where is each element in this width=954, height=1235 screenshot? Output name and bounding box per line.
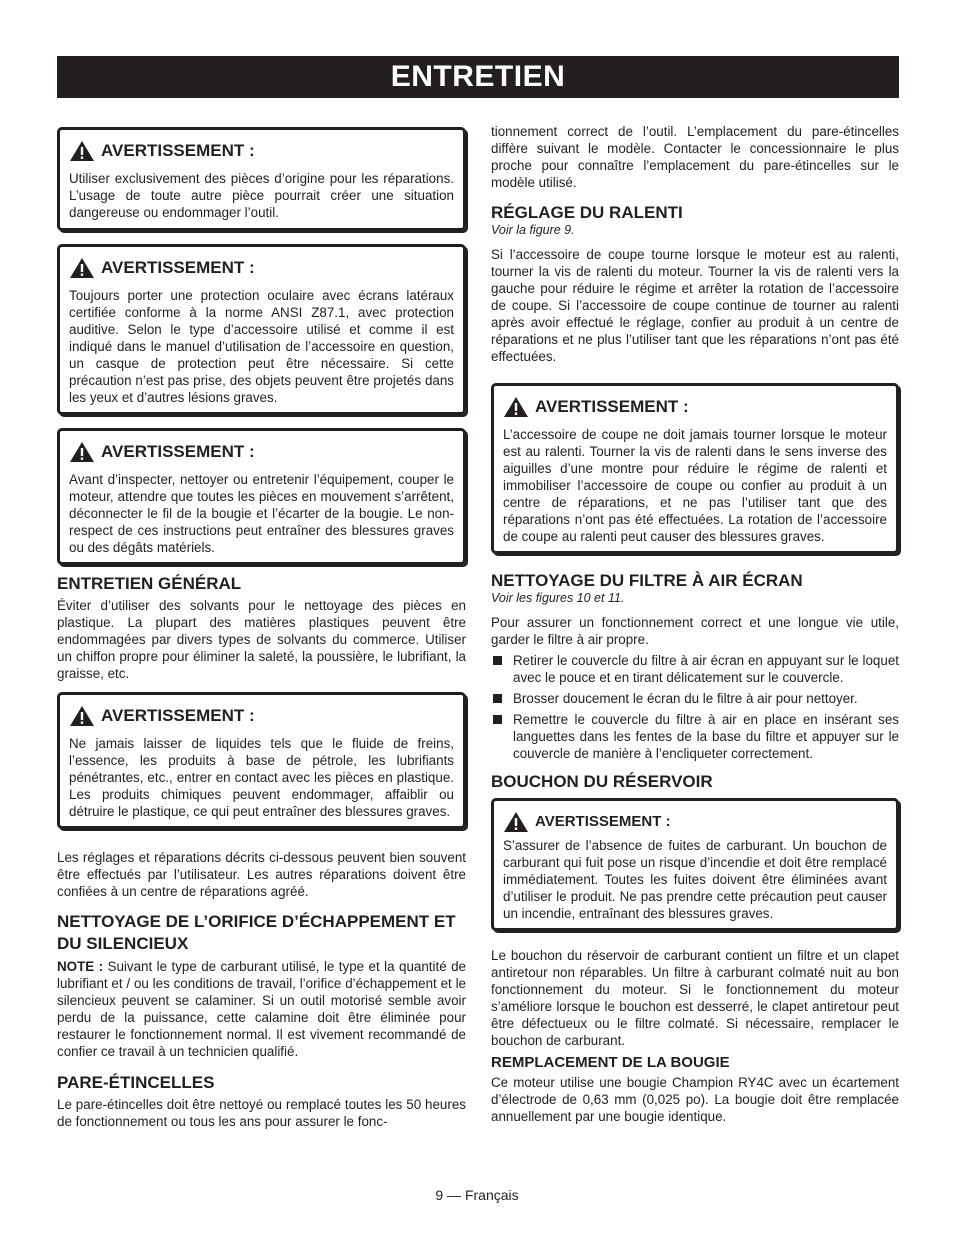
warning-triangle-icon [69, 140, 95, 162]
section-heading-air-filter: NETTOYAGE DU FILTRE À AIR ÉCRAN [491, 571, 803, 590]
section-heading-general: ENTRETIEN GÉNÉRAL [57, 574, 242, 593]
general-maintenance-text: Éviter d’utiliser des solvants pour le nettoyage des pièces en plastique. La plupart des matières plastiques peuvent être endommagées par divers types de solvants du commerce. Utiliser un chiffon propre pour éliminer la saleté, la poussière, le lubrifiant, la graisse, etc. [57, 598, 466, 681]
page-footer: 9 — Français [435, 1187, 519, 1203]
warning-text: S’assurer de l’absence de fuites de carburant. Un bouchon de carburant qui fuit pose un risque d’incendie et doit être remplacé immédiatement. Toutes les fuites doivent être éliminées avant d’utiliser le produit. Ne pas prendre cette précaution peut causer un incendie, entraînant des blessures graves. [503, 838, 887, 921]
figure-reference: Voir la figure 9. [491, 223, 575, 237]
list-item [491, 652, 899, 686]
right-column [491, 123, 899, 1125]
list-item-text: Retirer le couvercle du filtre à air écran en appuyant sur le loquet avec le pouce et en tirant délicatement sur le couvercle. [513, 653, 899, 685]
warning-text: Utiliser exclusivement des pièces d’origine pour les réparations. L’usage de toute autre pièce pourrait créer une situation dangereuse ou endommager l’outil. [69, 171, 454, 220]
section-heading-fuel-cap: BOUCHON DU RÉSERVOIR [491, 772, 713, 791]
warning-title: AVERTISSEMENT : [101, 258, 255, 277]
exhaust-note-body: Suivant le type de carburant utilisé, le type et la quantité de lubrifiant et / ou les conditions de travail, l’orifice d’échappement et le silencieux peuvent se calaminer. Si un outil motorisé semble avoir perdu de la puissance, cette calamine doit être éliminée pour restaurer le fonctionnement normal. Il est vivement recommandé de confier ce travail à un technicien qualifié. [57, 959, 466, 1059]
section-heading-spark-plug: REMPLACEMENT DE LA BOUGIE [491, 1054, 730, 1071]
air-filter-steps [491, 652, 899, 762]
warning-text: Avant d’inspecter, nettoyer ou entretenir l’équipement, couper le moteur, attendre que toutes les pièces en mouvement s’arrêtent, déconnecter le fil de la bougie et l’écarter de la bougie. Le non-respect de ces instructions peut entraîner des blessures graves ou des dégâts matériels. [69, 472, 454, 555]
adjustments-text: Les réglages et réparations décrits ci-dessous peuvent bien souvent être effectués par l’utilisateur. Les autres réparations doivent être confiées à un centre de réparations agréé. [57, 850, 466, 899]
warning-title: AVERTISSEMENT : [101, 442, 255, 461]
warning-title: AVERTISSEMENT : [101, 141, 255, 160]
warning-triangle-icon [69, 705, 95, 727]
section-heading-spark-arrestor: PARE-ÉTINCELLES [57, 1073, 215, 1092]
spark-plug-text: Ce moteur utilise une bougie Champion RY4C avec un écartement d’électrode de 0,63 mm (0,025 po). La bougie doit être remplacée annuellement par une bougie identique. [491, 1075, 899, 1124]
warning-text: L’accessoire de coupe ne doit jamais tourner lorsque le moteur est au ralenti. Tourner la vis de ralenti dans le sens inverse des aiguilles d’une montre pour réduire le régime de ralenti et immobiliser l’accessoire de coupe ou confier au produit à un centre de réparations, et ne pas l’utiliser tant que des réparations n’ont pas été effectuées. La rotation de l’accessoire de coupe au ralenti peut causer des blessures graves. [503, 427, 887, 544]
warning-triangle-icon [503, 811, 529, 833]
spark-arrestor-text: Le pare-étincelles doit être nettoyé ou remplacé toutes les 50 heures de fonctionnement ou tous les ans pour assurer le fonc- [57, 1097, 466, 1129]
warning-text: Toujours porter une protection oculaire avec écrans latéraux certifiée conforme à la norme ANSI Z87.1, avec protection auditive. Selon le type d’accessoire utilisé et comme il est indiqué dans le manuel d’utilisation de l’accessoire en question, un casque de protection peut être nécessaire. Si cette précaution n’est pas prise, des objets peuvent être projetés dans les yeux et d’autres lésions graves. [69, 288, 454, 405]
spark-arrestor-continued: tionnement correct de l’outil. L’emplacement du pare-étincelles diffère suivant le modèle. Contacter le concessionnaire le plus proche pour connaître l’emplacement du pare-étincelles sur le modèle utilisé. [491, 124, 899, 190]
list-item [491, 711, 899, 762]
fuel-cap-text: Le bouchon du réservoir de carburant contient un filtre et un clapet antiretour non réparables. Un filtre à carburant colmaté nuit au bon fonctionnement du moteur. Si le fonctionnement du moteur s’améliore lorsque le bouchon est desserré, le clapet antiretour peut être défectueux ou le filtre colmaté. Si nécessaire, remplacer le bouchon de carburant. [491, 948, 899, 1048]
warning-box-eye-protection [57, 244, 466, 415]
warning-box-idle [491, 383, 899, 554]
bullet-square-icon [493, 694, 502, 703]
warning-title: AVERTISSEMENT : [101, 706, 255, 725]
warning-triangle-icon [503, 396, 529, 418]
warning-box-fuel-leak [491, 798, 899, 931]
warning-triangle-icon [69, 257, 95, 279]
idle-text: Si l’accessoire de coupe tourne lorsque le moteur est au ralenti, tourner la vis de ralenti du moteur. Tourner la vis de ralenti vers la gauche pour réduire le régime et arrêter la rotation de l’accessoire de coupe. Si l’accessoire de coupe continue de tourner au ralenti après avoir effectué le réglage, confier au produit à un centre de réparations et ne plus l’utiliser tant que les réparations n’ont pas été effectuées. [491, 247, 899, 364]
warning-triangle-icon [69, 441, 95, 463]
warning-title: AVERTISSEMENT : [535, 813, 671, 830]
air-filter-text: Pour assurer un fonctionnement correct et une longue vie utile, garder le filtre à air propre. [491, 615, 899, 647]
section-heading-idle: RÉGLAGE DU RALENTI [491, 203, 683, 222]
list-item-text: Remettre le couvercle du filtre à air en place en insérant ses languettes dans les fentes de la base du filtre et appuyer sur le couvercle de manière à l’encliqueter correctement. [513, 712, 899, 761]
exhaust-text [57, 958, 466, 1060]
bullet-square-icon [493, 656, 502, 665]
warning-box-liquids [57, 692, 466, 829]
warning-title: AVERTISSEMENT : [535, 397, 689, 416]
note-label: NOTE : [57, 959, 104, 974]
page-title: ENTRETIEN [57, 56, 899, 98]
warning-box-engine-off [57, 428, 466, 565]
bullet-square-icon [493, 715, 502, 724]
left-column [57, 123, 466, 1130]
figure-reference: Voir les figures 10 et 11. [491, 591, 625, 605]
list-item [491, 690, 899, 707]
section-heading-exhaust: NETTOYAGE DE L’ORIFICE D’ÉCHAPPEMENT ET DU SILENCIEUX [57, 912, 456, 953]
warning-text: Ne jamais laisser de liquides tels que le fluide de freins, l’essence, les produits à base de pétrole, les lubrifiants pénétrantes, etc., entrer en contact avec les pièces en plastique. Les produits chimiques peuvent endommager, affaiblir ou détruire le plastique, ce qui peut entraîner des blessures graves. [69, 736, 454, 819]
warning-box-parts [57, 127, 466, 231]
list-item-text: Brosser doucement le écran du le filtre à air pour nettoyer. [513, 691, 858, 706]
